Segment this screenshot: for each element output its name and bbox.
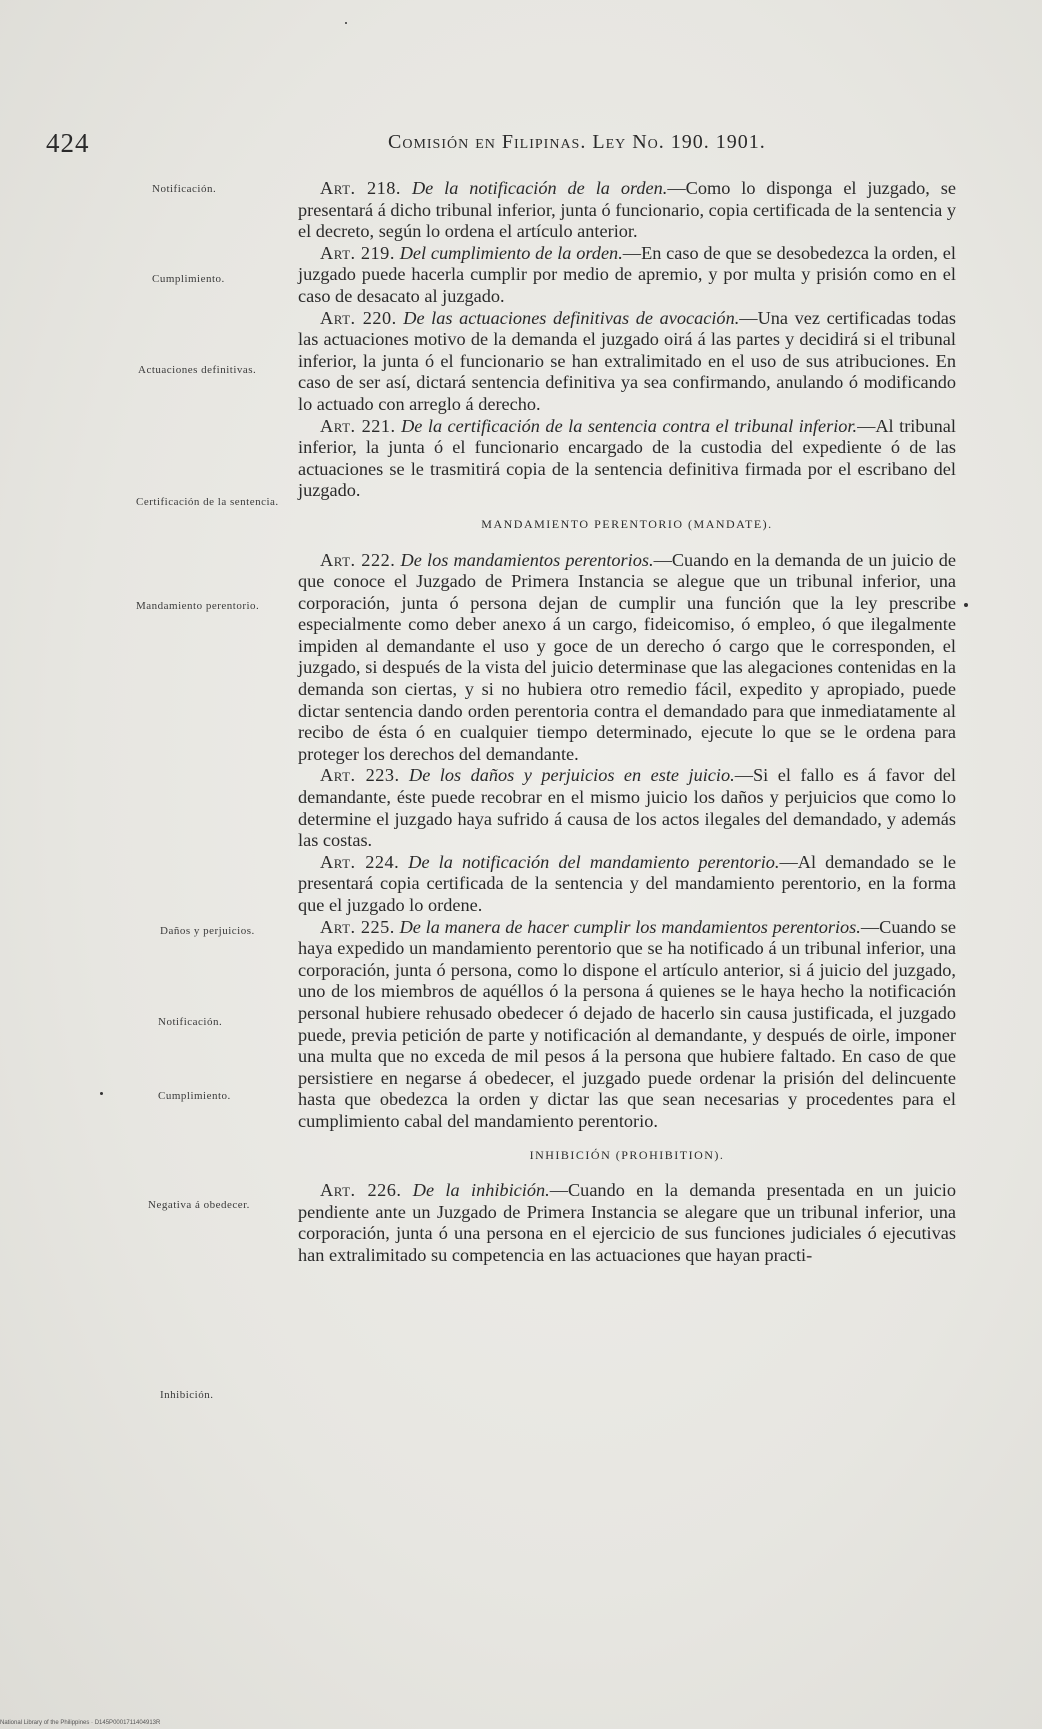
- margin-note-danos-perjuicios: Daños y perjuicios.: [160, 925, 255, 937]
- section-heading-mandamiento: MANDAMIENTO PERENTORIO (MANDATE).: [481, 516, 773, 531]
- margin-note-actuaciones-definitivas: Actuaciones definitivas.: [138, 364, 257, 376]
- article-224: Art. 224. De la notificación del mandamiento perentorio.—Al demandado se le presentará copia certificada de la sentencia y del mandamiento perentorio, en la forma que el juzgado lo ordene.: [298, 851, 957, 915]
- margin-note-inhibicion: Inhibición.: [160, 1389, 214, 1401]
- margin-note-notificacion-2: Notificación.: [158, 1016, 223, 1028]
- article-225: Art. 225. De la manera de hacer cumplir los mandamientos perentorios.—Cuando se haya expedido un mandamiento perentorio que se ha notificado á un tribunal inferior, una corporación, junta ó persona, como lo dispone el artículo anterior, si á juicio del juzgado, uno de los miembros de aquéllos ó la persona á quienes se le haya hecho la notificación personal hubiere rehusado obedecer ó dejado de hacerlo sin causa justificada, el juzgado puede, previa petición de parte y notificación al demandante, y después de oirle, imponer una multa que no exceda de mil pesos á la persona que hubiere faltado. En caso de que persistiere en negarse á obedecer, el juzgado puede ordenar la prisión del delincuente hasta que obedezca la orden y dictar las que sean necesarias y procedentes para el cumplimiento cabal del mandamiento perentorio.: [298, 916, 956, 1131]
- article-222: Art. 222. De los mandamientos perentorios.—Cuando en la demanda de un juicio de que conoce el Juzgado de Primera Instancia se alegue que un tribunal inferior, una corporación, junta ó persona dejan de cumplir una función que la ley prescribe especialmente como deber anexo á un cargo, fideicomiso, ó empleo, ó que ilegalmente impiden al demandante el uso y goce de un derecho ó cargo que le corresponden, el juzgado, si después de la vista del juicio determinase que las alegaciones contenidas en la demanda son ciertas, y si no hubiera otro remedio fácil, expedito y apropiado, puede dictar sentencia dando orden perentoria contra el demandado para que inmediatamente al recibo de ésta ó en cualquier tiempo determinado, ejecute lo que se le ordena para proteger los derechos del demandante.: [298, 549, 956, 764]
- article-218: Art. 218. De la notificación de la orden.—Como lo disponga el juzgado, se presentará á dicho tribunal inferior, junta ó funcionario, copia certificada de la sentencia y el decreto, según lo ordena el artículo anterior.: [298, 178, 957, 242]
- article-223: Art. 223. De los daños y perjuicios en este juicio.—Si el fallo es á favor del demandante, éste puede recobrar en el mismo juicio los daños y perjuicios que como lo determine el juzgado haya sufrido á causa de los actos ilegales del demandado, y además las costas.: [298, 765, 956, 851]
- article-220: Art. 220. De las actuaciones definitivas de avocación.—Una vez certificadas todas las actuaciones motivo de la demanda el juzgado oirá á las partes y decidirá si el tribunal inferior, la junta ó el funcionario se han extralimitado en el uso de sus atribuciones. En caso de ser así, dictará sentencia definitiva ya sea confirmando, anulando ó modificando lo actuado con arreglo á derecho.: [298, 307, 956, 414]
- margin-note-cumplimiento: Cumplimiento.: [152, 273, 225, 285]
- margin-note-cumplimiento-2: Cumplimiento.: [158, 1090, 231, 1102]
- body-text: [298, 178, 956, 1267]
- margin-note-notificacion: Notificación.: [152, 183, 217, 195]
- margin-note-certificacion-sentencia: Certificación de la sentencia.: [136, 496, 279, 508]
- page-number: 424: [46, 128, 90, 158]
- scan-credit: National Library of the Philippines · D145P0001711404913R: [0, 1720, 161, 1726]
- scan-speck: [345, 22, 347, 24]
- running-head: Comisión en Filipinas. Ley No. 190. 1901.: [388, 131, 766, 153]
- scan-speck: [100, 1092, 103, 1095]
- margin-note-mandamiento-perentorio: Mandamiento perentorio.: [136, 600, 260, 612]
- article-219: Art. 219. Del cumplimiento de la orden.—En caso de que se desobedezca la orden, el juzgado puede hacerla cumplir por medio de apremio, y por multa y prisión como en el caso de desacato al juzgado.: [298, 242, 956, 306]
- article-226: Art. 226. De la inhibición.—Cuando en la demanda presentada en un juicio pendiente ante un Juzgado de Primera Instancia se alegare que un tribunal inferior, una corporación, junta ó una persona en el ejercicio de sus funciones judiciales ó ejecutivas han extralimitado su competencia en las actuaciones que hayan practi-: [298, 1180, 956, 1265]
- margin-note-negativa-obedecer: Negativa á obedecer.: [148, 1199, 250, 1211]
- article-221: Art. 221. De la certificación de la sentencia contra el tribunal inferior.—Al tribunal inferior, la junta ó el funcionario encargado de la custodia del expediente ó de las actuaciones se le trasmitirá copia de la sentencia definitiva firmada por el escribano del juzgado.: [298, 415, 956, 501]
- scan-speck: [964, 603, 968, 607]
- section-heading-inhibicion: INHIBICIÓN (PROHIBITION).: [529, 1147, 725, 1162]
